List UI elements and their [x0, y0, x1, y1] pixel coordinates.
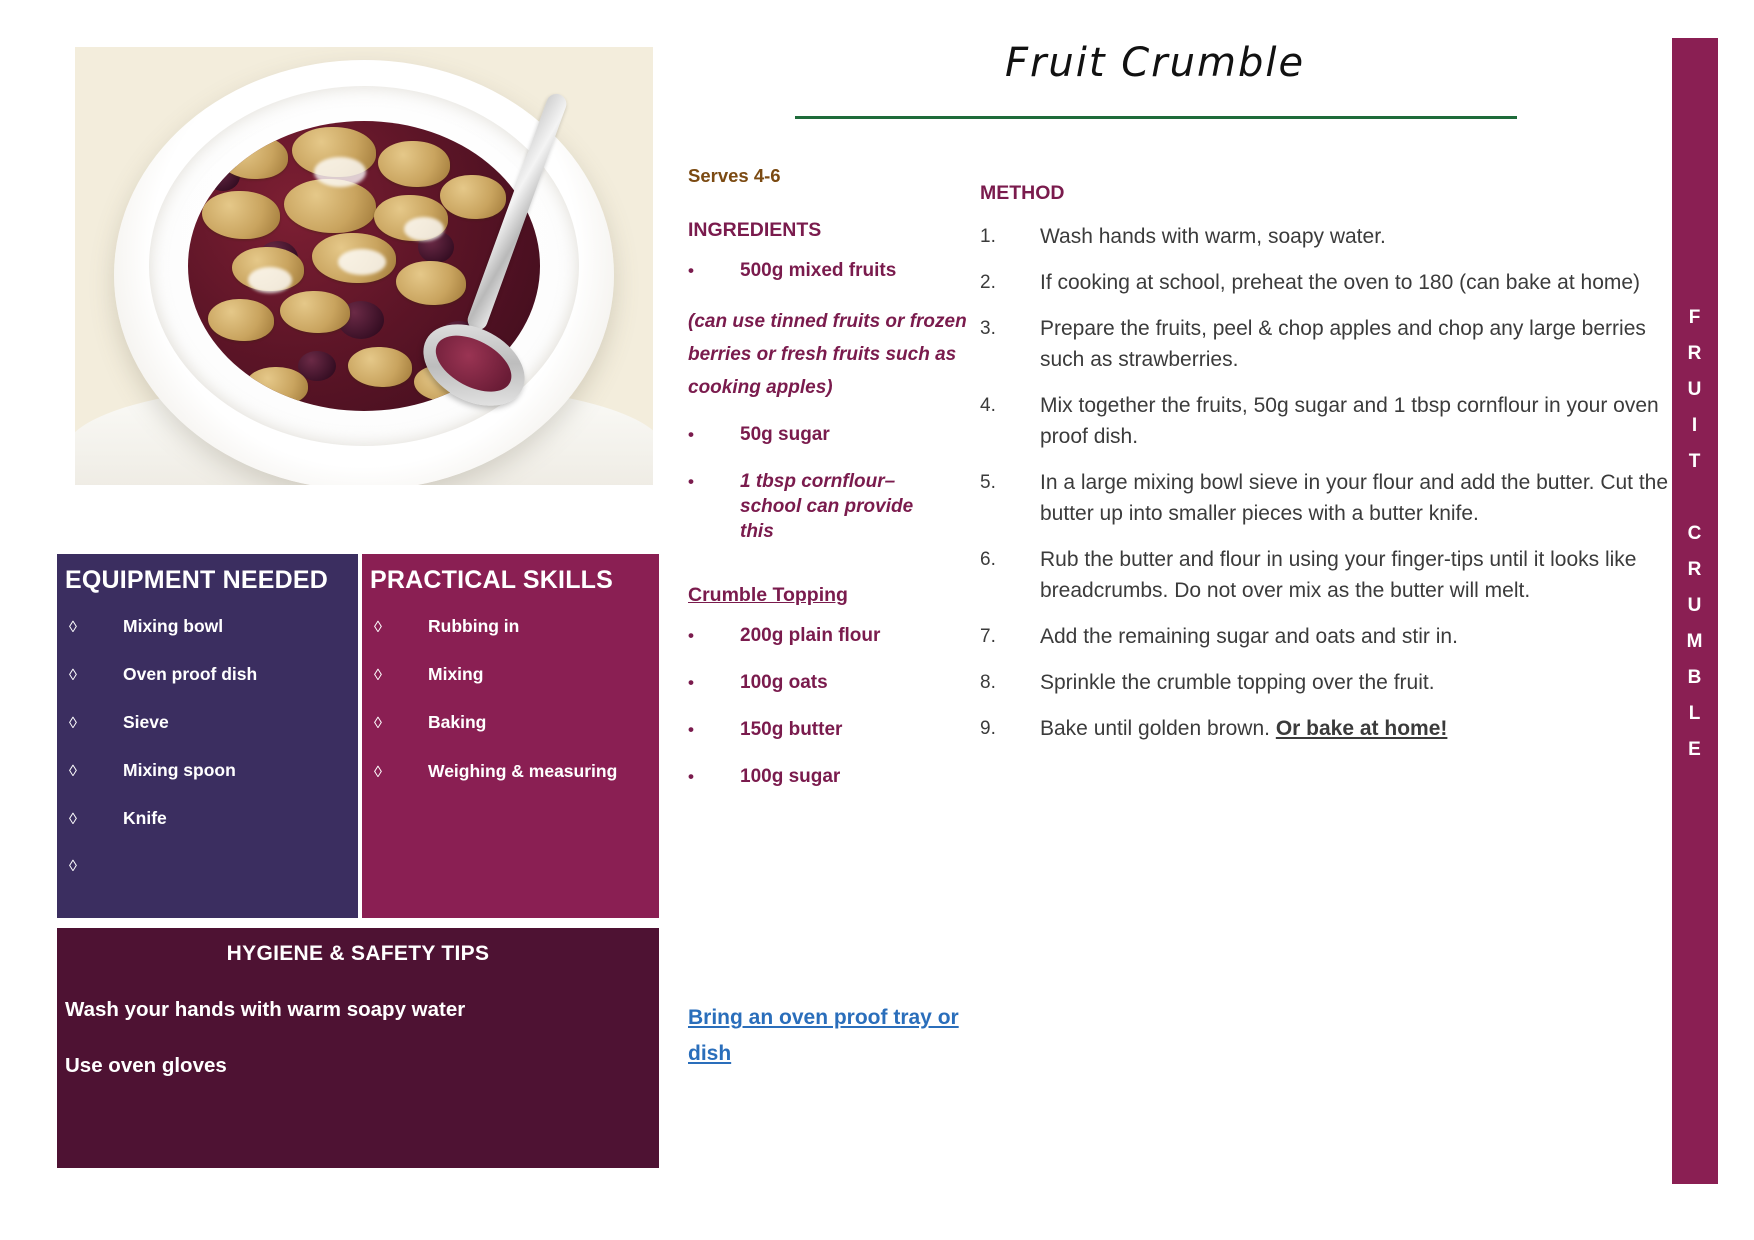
- step-number: 8.: [980, 672, 996, 693]
- diamond-icon: ◊: [374, 715, 382, 732]
- method-step: [980, 313, 1680, 375]
- step-text: Add the remaining sugar and oats and stir in.: [1040, 625, 1458, 648]
- spine-letter: R: [1687, 343, 1703, 364]
- skill-item-label: Mixing: [428, 664, 484, 684]
- step-number: 2.: [980, 272, 996, 293]
- method-heading: METHOD: [980, 182, 1065, 204]
- list-item: [57, 699, 358, 747]
- list-item: [362, 747, 659, 787]
- step-number: 5.: [980, 472, 996, 493]
- diamond-icon: ◊: [374, 619, 382, 636]
- ingredient-label: 500g mixed fruits: [740, 260, 897, 281]
- spine-letter: L: [1688, 703, 1702, 724]
- ingredients-heading: INGREDIENTS: [688, 219, 822, 241]
- step-text: Wash hands with warm, soapy water.: [1040, 225, 1386, 248]
- skill-item-label: Weighing & measuring: [428, 761, 618, 781]
- spine-letter: R: [1687, 559, 1703, 580]
- list-item: [362, 651, 659, 699]
- ingredient-label: 1 tbsp cornflour– school can provide this: [740, 471, 914, 542]
- method-step: [980, 621, 1680, 652]
- hygiene-title: HYGIENE & SAFETY TIPS: [226, 942, 490, 965]
- step-text: Bake until golden brown.: [1040, 717, 1276, 740]
- diamond-icon: ◊: [69, 667, 77, 684]
- equipment-item-label: Oven proof dish: [123, 664, 258, 684]
- step-text: Mix together the fruits, 50g sugar and 1 tbsp cornflour in your oven proof dish.: [1040, 394, 1659, 448]
- equipment-item-label: Mixing bowl: [123, 616, 224, 636]
- diamond-icon: ◊: [69, 858, 77, 875]
- bullet-icon: •: [688, 767, 694, 786]
- list-item: [688, 422, 973, 447]
- list-item: [57, 603, 358, 651]
- bullet-icon: •: [688, 673, 694, 692]
- spine-letter: E: [1688, 739, 1702, 760]
- list-item: [688, 764, 973, 789]
- method-step: [980, 390, 1680, 452]
- equipment-item-label: Knife: [123, 808, 167, 828]
- step-text-wrap: [1040, 713, 1447, 744]
- equipment-needed-box: [57, 554, 358, 918]
- diamond-icon: ◊: [374, 667, 382, 684]
- diamond-icon: ◊: [374, 764, 382, 781]
- serves-label: Serves 4-6: [688, 165, 781, 186]
- skill-item-label: Baking: [428, 712, 487, 732]
- step-text: If cooking at school, preheat the oven to 180 (can bake at home): [1040, 271, 1641, 294]
- equipment-list: [57, 603, 358, 890]
- skill-item-label: Rubbing in: [428, 616, 520, 636]
- list-item: [688, 258, 973, 283]
- practical-skills-box: [362, 554, 659, 918]
- crumble-topping-heading: Crumble Topping: [688, 584, 848, 606]
- spine-letter: [1672, 480, 1718, 516]
- topping-label: 100g oats: [740, 672, 828, 693]
- spine-letter: M: [1686, 631, 1704, 652]
- bullet-icon: •: [688, 472, 694, 491]
- step-number: 1.: [980, 226, 996, 247]
- step-number: 3.: [980, 318, 996, 339]
- recipe-photo: [75, 47, 653, 485]
- method-column: [980, 182, 1680, 759]
- bring-equipment-note: Bring an oven proof tray or dish: [688, 1006, 959, 1065]
- list-item: [57, 747, 358, 795]
- skills-title: PRACTICAL SKILLS: [370, 566, 614, 594]
- step-emphasis: Or bake at home!: [1275, 717, 1448, 740]
- diamond-icon: ◊: [69, 619, 77, 636]
- method-step: [980, 267, 1680, 298]
- diamond-icon: ◊: [69, 763, 77, 780]
- bullet-icon: •: [688, 261, 694, 280]
- diamond-icon: ◊: [69, 715, 77, 732]
- spine-title: [1672, 300, 1718, 768]
- list-item: [57, 795, 358, 843]
- bullet-icon: •: [688, 425, 694, 444]
- bullet-icon: •: [688, 626, 694, 645]
- spine-letter: U: [1687, 595, 1703, 616]
- step-text: Sprinkle the crumble topping over the fruit.: [1040, 671, 1435, 694]
- spine-letter: T: [1688, 451, 1702, 472]
- step-number: 4.: [980, 395, 996, 416]
- spine-letter: C: [1687, 523, 1703, 544]
- equipment-item-label: Mixing spoon: [123, 760, 236, 780]
- step-number: 6.: [980, 549, 996, 570]
- method-step: [980, 467, 1680, 529]
- topping-label: 200g plain flour: [740, 625, 881, 646]
- spine-letter: B: [1687, 667, 1703, 688]
- spine-letter: I: [1691, 415, 1699, 436]
- list-item: [57, 843, 358, 890]
- spine-letter: U: [1687, 379, 1703, 400]
- ingredients-note: (can use tinned fruits or frozen berries or fresh fruits such as cooking apples): [688, 311, 967, 398]
- equipment-title: EQUIPMENT NEEDED: [65, 566, 328, 594]
- method-step: [980, 221, 1680, 252]
- step-text: In a large mixing bowl sieve in your flour and add the butter. Cut the butter up into smaller pieces with a butter knife.: [1040, 471, 1669, 525]
- topping-label: 100g sugar: [740, 766, 841, 787]
- page-title: Fruit Crumble: [1004, 40, 1306, 86]
- list-item: [362, 699, 659, 747]
- list-item: [688, 717, 973, 742]
- bullet-icon: •: [688, 720, 694, 739]
- list-item: [688, 469, 973, 544]
- method-step: [980, 544, 1680, 606]
- skills-list: [362, 603, 659, 787]
- list-item: [362, 603, 659, 651]
- equipment-item-label: Sieve: [123, 712, 169, 732]
- step-number: 9.: [980, 718, 996, 739]
- step-text: Prepare the fruits, peel & chop apples and chop any large berries such as strawberries.: [1040, 317, 1646, 371]
- method-step: [980, 713, 1680, 744]
- list-item: [688, 670, 973, 695]
- topping-label: 150g butter: [740, 719, 843, 740]
- step-number: 7.: [980, 626, 996, 647]
- list-item: [57, 651, 358, 699]
- hygiene-line: Wash your hands with warm soapy water: [65, 998, 466, 1021]
- spine-letter: F: [1688, 307, 1702, 328]
- step-text: Rub the butter and flour in using your finger-tips until it looks like breadcrumbs. Do not over mix as the butter will melt.: [1040, 548, 1637, 602]
- diamond-icon: ◊: [69, 811, 77, 828]
- ingredient-label: 50g sugar: [740, 424, 830, 445]
- hygiene-line: Use oven gloves: [65, 1054, 227, 1077]
- hygiene-safety-box: [57, 928, 659, 1168]
- ingredients-column: [688, 165, 973, 811]
- method-step: [980, 667, 1680, 698]
- list-item: [688, 623, 973, 648]
- title-divider: [795, 116, 1517, 119]
